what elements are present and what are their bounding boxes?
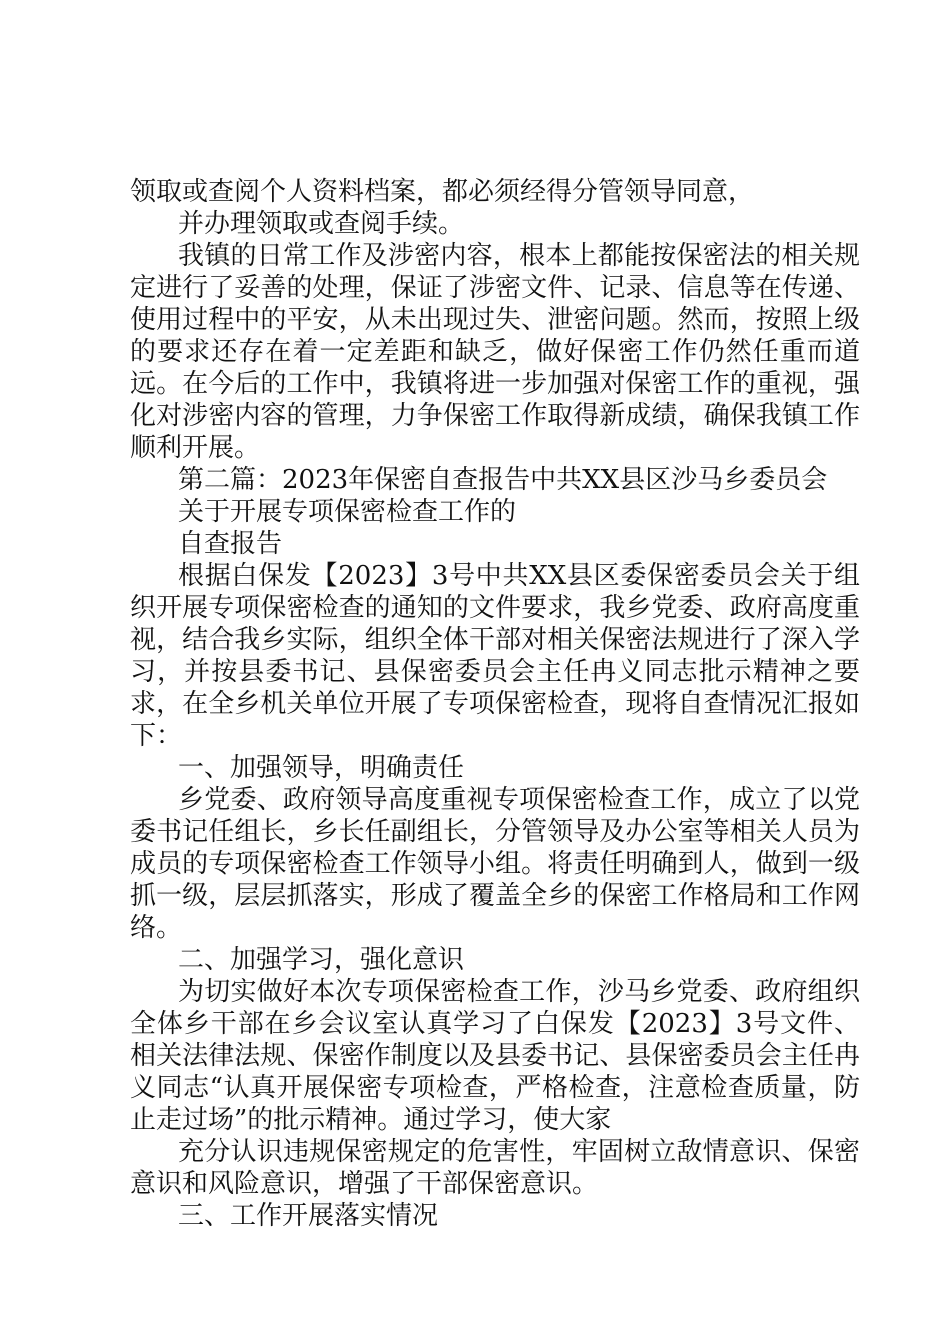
section-title: 自查报告: [178, 529, 283, 559]
paragraph: 根据白保发【2023】3号中共XX县区委保密委员会关于组织开展专项保密检查的通知的文件要求，我乡党委、政府高度重视，结合我乡实际，组织全体干部对相关保密法规进行了深入学习，并按县委书记、县保密委员会主任冉义同志批示精神之要求，在全乡机关单位开展了专项保密检查，现将自查情况汇报如下：: [130, 561, 860, 751]
paragraph: 充分认识违规保密规定的危害性，牢固树立敌情意识、保密意识和风险意识，增强了干部保密意识。: [130, 1137, 860, 1199]
section-title: 第二篇：2023年保密自查报告中共XX县区沙马乡委员会: [178, 465, 828, 495]
section-title: 关于开展专项保密检查工作的: [178, 497, 517, 527]
document-page: [130, 176, 860, 1232]
heading: 二、加强学习，强化意识: [178, 945, 465, 975]
paragraph: 乡党委、政府领导高度重视专项保密检查工作，成立了以党委书记任组长，乡长任副组长，分管领导及办公室等相关人员为成员的专项保密检查工作领导小组。将责任明确到人，做到一级抓一级，层层抓落实，形成了覆盖全乡的保密工作格局和工作网络。: [130, 785, 860, 943]
text-line: 并办理领取或查阅手续。: [178, 209, 465, 239]
paragraph: 为切实做好本次专项保密检查工作，沙马乡党委、政府组织全体乡干部在乡会议室认真学习了白保发【2023】3号文件、相关法律法规、保密作制度以及县委书记、县保密委员会主任冉义同志“认真开展保密专项检查，严格检查，注意检查质量，防止走过场”的批示精神。通过学习，使大家: [130, 977, 860, 1135]
paragraph: 我镇的日常工作及涉密内容，根本上都能按保密法的相关规定进行了妥善的处理，保证了涉密文件、记录、信息等在传递、使用过程中的平安，从未出现过失、泄密问题。然而，按照上级的要求还存在着一定差距和缺乏，做好保密工作仍然任重而道远。在今后的工作中，我镇将进一步加强对保密工作的重视，强化对涉密内容的管理，力争保密工作取得新成绩，确保我镇工作顺利开展。: [130, 241, 860, 463]
heading: 三、工作开展落实情况: [178, 1201, 439, 1231]
text-line: 领取或查阅个人资料档案，都必须经得分管领导同意，: [130, 177, 755, 207]
heading: 一、加强领导，明确责任: [178, 753, 465, 783]
